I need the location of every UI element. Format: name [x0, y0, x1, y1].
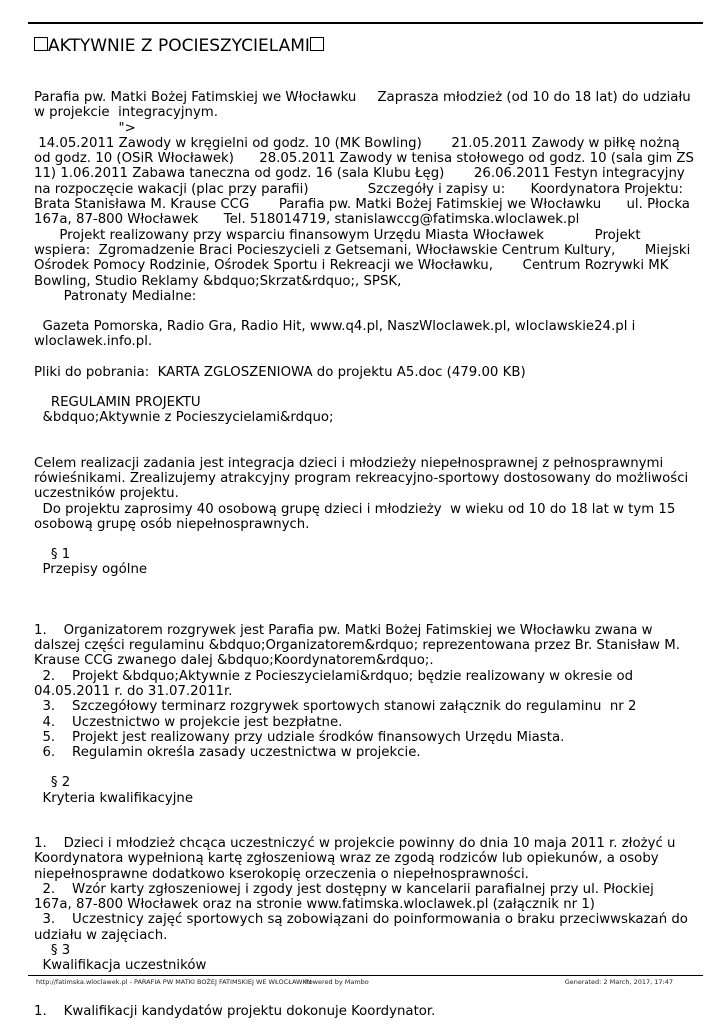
footer-powered: Powered by Mambo	[305, 978, 369, 986]
regulamin-label: REGULAMIN PROJEKTU	[34, 395, 201, 411]
section-1-title: Przepisy ogólne	[34, 562, 148, 578]
invite-paragraph: Do projektu zaprosimy 40 osobową grupę dzieci i młodzieży w wieku od 10 do 18 lat w tym 15 osobową grupę osób niepełnosprawnych.	[34, 501, 680, 532]
list-item: 2. Wzór karty zgłoszeniowej i zgody jest dostępny w kancelarii parafialnej przy ul. Płockiej 167a, 87-800 Włocławek oraz na stronie www.fatimska.wloclawek.pl (załącznik nr 1)	[34, 881, 658, 913]
list-item: 1. Dzieci i młodzież chcąca uczestniczyć w projekcie powinny do dnia 10 maja 2011 r. złożyć u Koordynatora wypełnioną kartę zgłoszeniową wraz ze zgodą rodziców lub opiekunów, a osoby niepełnosprawne dodatkowo kserokopię orzeczenia o niepełnosprawności.	[34, 835, 680, 882]
list-item: 4. Uczestnictwo w projekcie jest bezpłatne.	[34, 714, 343, 730]
article-body	[34, 90, 699, 1019]
top-rule	[28, 22, 703, 24]
list-item: 5. Projekt jest realizowany przy udziale środków finansowych Urzędu Miasta.	[34, 729, 565, 745]
missing-glyph-icon	[34, 37, 48, 51]
intro-paragraph: Parafia pw. Matki Bożej Fatimskiej we Włocławku Zaprasza młodzież (od 10 do 18 lat) do udziału w projekcie integracyjnym.	[34, 90, 695, 121]
quote-mark: ">	[34, 120, 136, 136]
list-item: 3. Uczestnicy zajęć sportowych są zobowiązani do poinformowania o braku przeciwwskazań do udziału w zajęciach.	[34, 912, 693, 943]
page-title	[34, 36, 324, 56]
list-item: 1. Kwalifikacji kandydatów projektu dokonuje Koordynator.	[34, 1003, 436, 1019]
patronage-label: Patronaty Medialne:	[34, 288, 197, 304]
section-3-number: § 3	[34, 943, 71, 959]
section-2-number: § 2	[34, 775, 71, 791]
downloads-line: Pliki do pobrania: KARTA ZGLOSZENIOWA do projektu A5.doc (479.00 KB)	[34, 364, 526, 380]
goal-paragraph: Celem realizacji zadania jest integracja dzieci i młodzieży niepełnosprawnej z pełnosprawnymi rówieśnikami. Zrealizujemy atrakcyjny program rekreacyjno-sportowy dostosowany do możliwości uczestników projektu.	[34, 455, 693, 502]
funding-paragraph: Projekt realizowany przy wsparciu finansowym Urzędu Miasta Włocławek Projekt wspiera: Zgromadzenie Braci Pocieszycieli z Getsemani, Włocławskie Centrum Kultury, Miejski Ośrodek Pomocy Rodzinie, Ośrodek Sportu i Rekreacji we Włocławku, Centrum Rozrywki MK Bowling, Studio Reklamy &bdquo;Skrzat&rdquo;, SPSK,	[34, 227, 695, 289]
footer-source: http://fatimska.wloclawek.pl - PARAFIA PW MATKI BOŻEJ FATIMSKIEJ WE WŁOCŁAWKU	[36, 978, 312, 986]
section-1-number: § 1	[34, 547, 71, 563]
missing-glyph-icon	[310, 37, 324, 51]
media-paragraph: Gazeta Pomorska, Radio Gra, Radio Hit, www.q4.pl, NaszWloclawek.pl, wloclawskie24.pl i wloclawek.info.pl.	[34, 319, 640, 350]
list-item: 6. Regulamin określa zasady uczestnictwa w projekcie.	[34, 745, 421, 761]
events-paragraph: 14.05.2011 Zawody w kręgielni od godz. 10 (MK Bowling) 21.05.2011 Zawody w piłkę nożną od godz. 10 (OSiR Włocławek) 28.05.2011 Zawody w tenisa stołowego od godz. 10 (sala gim ZS 11) 1.06.2011 Zabawa taneczna od godz. 16 (sala Klubu Łęg) 26.06.2011 Festyn integracyjny na rozpoczęcie wakacji (plac przy parafii) Szczegóły i zapisy u: Koordynatora Projektu: Brata Stanisława M. Krause CCG Parafia pw. Matki Bożej Fatimskiej we Włocławku ul. Płocka 167a, 87-800 Włocławek Tel. 518014719, stanislawccg@fatimska.wloclawek.pl	[34, 135, 699, 228]
title-text: AKTYWNIE Z POCIESZYCIELAMI	[48, 36, 310, 56]
section-3-title: Kwalifikacja uczestników	[34, 958, 207, 974]
list-item: 1. Organizatorem rozgrywek jest Parafia pw. Matki Bożej Fatimskiej we Włocławku zwana w dalszej części regulaminu &bdquo;Organizatorem&rdquo; reprezentowana przez Br. Stanisław M. Krause CCG zwanego dalej &bdquo;Koordynatorem&rdquo;.	[34, 622, 685, 669]
regulamin-name: &bdquo;Aktywnie z Pocieszycielami&rdquo;	[34, 410, 334, 426]
footer-rule	[28, 975, 703, 976]
list-item: 2. Projekt &bdquo;Aktywnie z Pocieszycielami&rdquo; będzie realizowany w okresie od 04.05.2011 r. do 31.07.2011r.	[34, 668, 638, 699]
section-2-title: Kryteria kwalifikacyjne	[34, 790, 194, 806]
footer-generated: Generated: 2 March, 2017, 17:47	[564, 978, 673, 986]
list-item: 3. Szczegółowy terminarz rozgrywek sportowych stanowi załącznik do regulaminu nr 2	[34, 699, 637, 715]
